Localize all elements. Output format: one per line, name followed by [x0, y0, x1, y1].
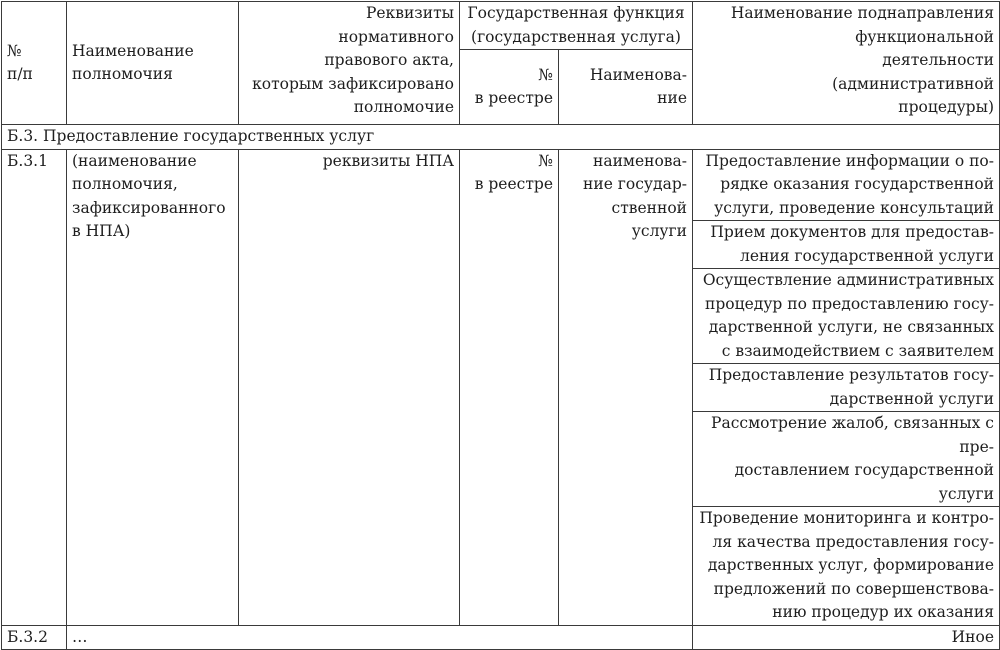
- header-npa-details: Реквизиты нормативного правового акта, которым зафиксировано полномочие: [239, 2, 460, 125]
- b32-subdirection: Иное: [693, 625, 1000, 650]
- table-row-b32: [2, 625, 1000, 650]
- b31-num: Б.3.1: [2, 149, 67, 625]
- b31-npa-details: реквизиты НПА: [239, 149, 460, 625]
- header-subdirection: Наименование поднаправления функциональной деятельности (административной процедуры): [693, 2, 1000, 125]
- section-title: Б.3. Предоставление государственных услуг: [2, 125, 1000, 150]
- header-registry-num: № в реестре: [460, 50, 559, 125]
- b31-subdirection-5: Рассмотрение жалоб, связанных с пре- доставлением государственной услуги: [693, 412, 1000, 507]
- b31-subdirection-3: Осуществление административных процедур по предоставлению госу- дарственной услуги, не связанных с взаимодействием с заявителем: [693, 269, 1000, 364]
- b31-subdirection-4: Предоставление результатов госу- дарственной услуги: [693, 364, 1000, 412]
- b32-power-name: …: [67, 625, 693, 650]
- b31-registry-num: № в реестре: [460, 149, 559, 625]
- b31-function-name: наименова- ние государ- ственной услуги: [559, 149, 693, 625]
- b31-subdirection-1: Предоставление информации о по- рядке оказания государственной услуги, проведение консультаций: [693, 149, 1000, 221]
- header-num: № п/п: [2, 2, 67, 125]
- registry-table: [1, 1, 1000, 650]
- table-row-b31: [2, 149, 1000, 221]
- section-row: [2, 125, 1000, 150]
- header-power-name: Наименование полномочия: [67, 2, 239, 125]
- b31-power-name: (наименование полномочия, зафиксированного в НПА): [67, 149, 239, 625]
- b31-subdirection-6: Проведение мониторинга и контро- ля качества предоставления госу- дарственных услуг, формирование предложений по совершенствова- нию процедур их оказания: [693, 507, 1000, 626]
- header-function-name: Наименова- ние: [559, 50, 693, 125]
- header-state-function: Государственная функция (государственная услуга): [460, 2, 693, 50]
- header-row-1: [2, 2, 1000, 50]
- b32-num: Б.3.2: [2, 625, 67, 650]
- b31-subdirection-2: Прием документов для предостав- ления государственной услуги: [693, 221, 1000, 269]
